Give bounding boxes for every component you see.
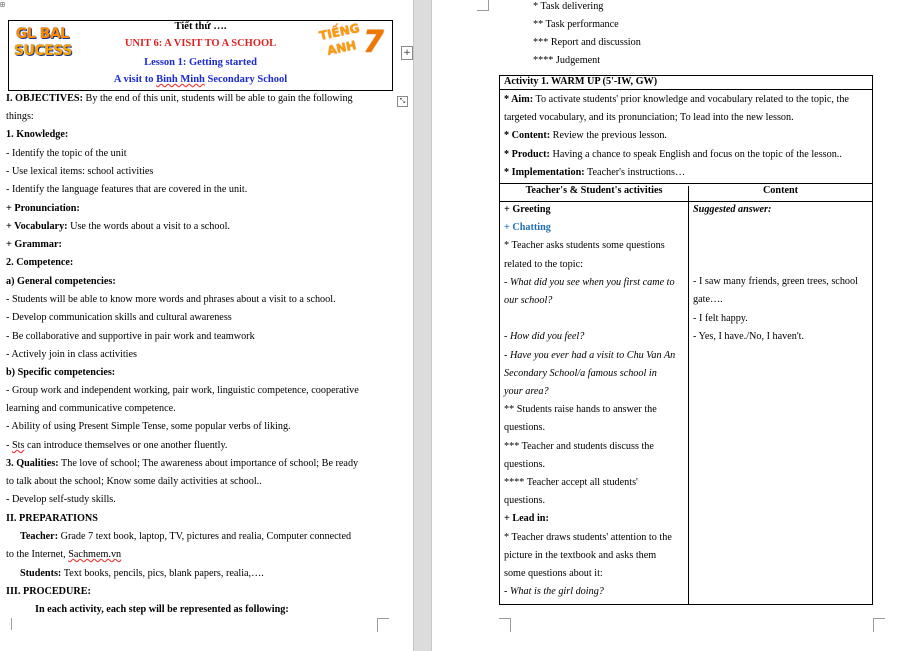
crop-mark <box>377 618 389 632</box>
knowledge-item: - Use lexical items: school activities <box>6 166 154 177</box>
crop-mark <box>477 0 489 11</box>
activity-line: * Teacher draws students' attention to the <box>504 531 672 543</box>
implementation-line: * Implementation: Teacher's instructions… <box>504 167 686 178</box>
activity-line: *** Teacher and students discuss the <box>504 440 654 452</box>
answer-line: - Yes, I have./No, I haven't. <box>693 331 805 342</box>
aim-line: * Aim: To activate students' prior knowledge and vocabulary related to the topic, the <box>504 94 849 105</box>
document-page-right <box>432 0 911 651</box>
activity-line: questions. <box>504 495 546 507</box>
activity-line: your area? <box>504 386 549 397</box>
step-legend-item: ** Task performance <box>533 19 619 30</box>
step-legend-item: **** Judgement <box>533 55 601 66</box>
activity-line: related to the topic: <box>504 258 583 270</box>
add-column-button[interactable]: + <box>401 46 413 60</box>
warm-up-activity-table <box>499 75 873 605</box>
specific-item: - Sts can introduce themselves or one another fluently. <box>6 440 228 451</box>
activity-line: questions. <box>504 458 546 470</box>
activity-line: our school? <box>504 295 553 306</box>
qualities-line-2: to talk about the school; Know some daily activities at school.. <box>6 476 262 487</box>
activity-line: - Have you ever had a visit to Chu Van An <box>504 349 676 361</box>
step-legend-item: *** Report and discussion <box>533 37 641 48</box>
vocabulary-line: + Vocabulary: Use the words about a visit to a school. <box>6 221 230 232</box>
activity-line: - What did you see when you first came to <box>504 276 675 288</box>
knowledge-heading: 1. Knowledge: <box>6 129 69 140</box>
knowledge-item: - Identify the language features that are covered in the unit. <box>6 184 248 195</box>
specific-competencies-heading: b) Specific competencies: <box>6 367 116 378</box>
activity-line: picture in the textbook and asks them <box>504 549 657 561</box>
lesson-header-box <box>8 20 393 91</box>
tieng-anh-7-logo: TIẾNG ANH 7 <box>317 20 384 60</box>
activity-line: ** Students raise hands to answer the <box>504 404 657 416</box>
lesson-subtitle: A visit to Binh Minh Secondary School <box>113 74 288 85</box>
period-label: Tiết thứ …. <box>174 21 227 32</box>
specific-item: learning and communicative competence. <box>6 403 176 414</box>
answer-line: - I saw many friends, green trees, school <box>693 276 858 287</box>
layout-options-icon[interactable]: ⤡ <box>397 96 408 107</box>
objectives-line: I. OBJECTIVES: By the end of this unit, students will be able to gain the following <box>6 93 353 104</box>
column-header-activities: Teacher's & Student's activities <box>525 185 663 196</box>
activity-line: * Teacher asks students some questions <box>504 240 665 252</box>
general-competencies-heading: a) General competencies: <box>6 276 116 287</box>
specific-item: - Group work and independent working, pair work, linguistic competence, cooperative <box>6 385 359 396</box>
objectives-line-2: things: <box>6 111 34 122</box>
product-line: * Product: Having a chance to speak English and focus on the topic of the lesson.. <box>504 149 842 160</box>
students-preparation-line: Students: Text books, pencils, pics, blank papers, realia,…. <box>20 568 264 579</box>
answer-line: gate…. <box>693 294 723 305</box>
general-item: - Be collaborative and supportive in pair work and teamwork <box>6 331 255 342</box>
document-page-left <box>0 0 413 651</box>
activity-line: - How did you feel? <box>504 331 585 343</box>
pronunciation-heading: + Pronunciation: <box>6 203 80 214</box>
qualities-line: 3. Qualities: The love of school; The awareness about importance of school; Be ready <box>6 458 359 469</box>
answer-line: - I felt happy. <box>693 313 748 324</box>
activity-line: questions. <box>504 422 546 434</box>
procedure-note: In each activity, each step will be represented as following: <box>35 604 289 615</box>
activity-title: Activity 1. WARM UP (5'-IW, GW) <box>504 76 658 87</box>
suggested-answer-label: Suggested answer: <box>693 204 772 215</box>
grammar-heading: + Grammar: <box>6 239 62 250</box>
activity-line: - What is the girl doing? <box>504 586 604 598</box>
aim-line-2: targeted vocabulary, and its pronunciation; To lead into the new lesson. <box>504 112 794 123</box>
procedure-heading: III. PROCEDURE: <box>6 586 91 597</box>
step-legend-item: * Task delivering <box>533 1 604 12</box>
activity-line: + Chatting <box>504 222 551 234</box>
content-line: * Content: Review the previous lesson. <box>504 130 667 141</box>
activity-line: Secondary School/a famous school in <box>504 367 657 379</box>
crop-mark <box>499 618 511 632</box>
teacher-preparation-line-2: to the Internet, Sachmem.vn <box>6 549 122 560</box>
qualities-line-3: - Develop self-study skills. <box>6 494 116 505</box>
crop-mark <box>873 618 885 632</box>
general-item: - Actively join in class activities <box>6 349 137 360</box>
table-move-handle-icon[interactable]: ⊞ <box>0 0 5 9</box>
activity-line: **** Teacher accept all students' <box>504 477 638 488</box>
general-item: - Students will be able to know more words and phrases about a visit to a school. <box>6 294 336 305</box>
page-gutter <box>413 0 432 651</box>
column-header-content: Content <box>762 185 799 196</box>
activity-line: + Greeting <box>504 204 551 215</box>
teacher-preparation-line: Teacher: Grade 7 text book, laptop, TV, pictures and realia, Computer connected <box>20 531 352 542</box>
activity-line: some questions about it: <box>504 568 603 579</box>
specific-item: - Ability of using Present Simple Tense, some popular verbs of liking. <box>6 421 291 432</box>
competence-heading: 2. Competence: <box>6 257 74 268</box>
knowledge-item: - Identify the topic of the unit <box>6 148 127 159</box>
lesson-title: Lesson 1: Getting started <box>144 57 257 68</box>
general-item: - Develop communication skills and cultural awareness <box>6 312 232 323</box>
unit-title: UNIT 6: A VISIT TO A SCHOOL <box>124 38 277 49</box>
crop-mark <box>0 618 12 630</box>
activity-line: + Lead in: <box>504 513 549 525</box>
preparations-heading: II. PREPARATIONS <box>6 513 98 524</box>
global-success-logo: GL BAL SUCESS <box>14 26 72 59</box>
